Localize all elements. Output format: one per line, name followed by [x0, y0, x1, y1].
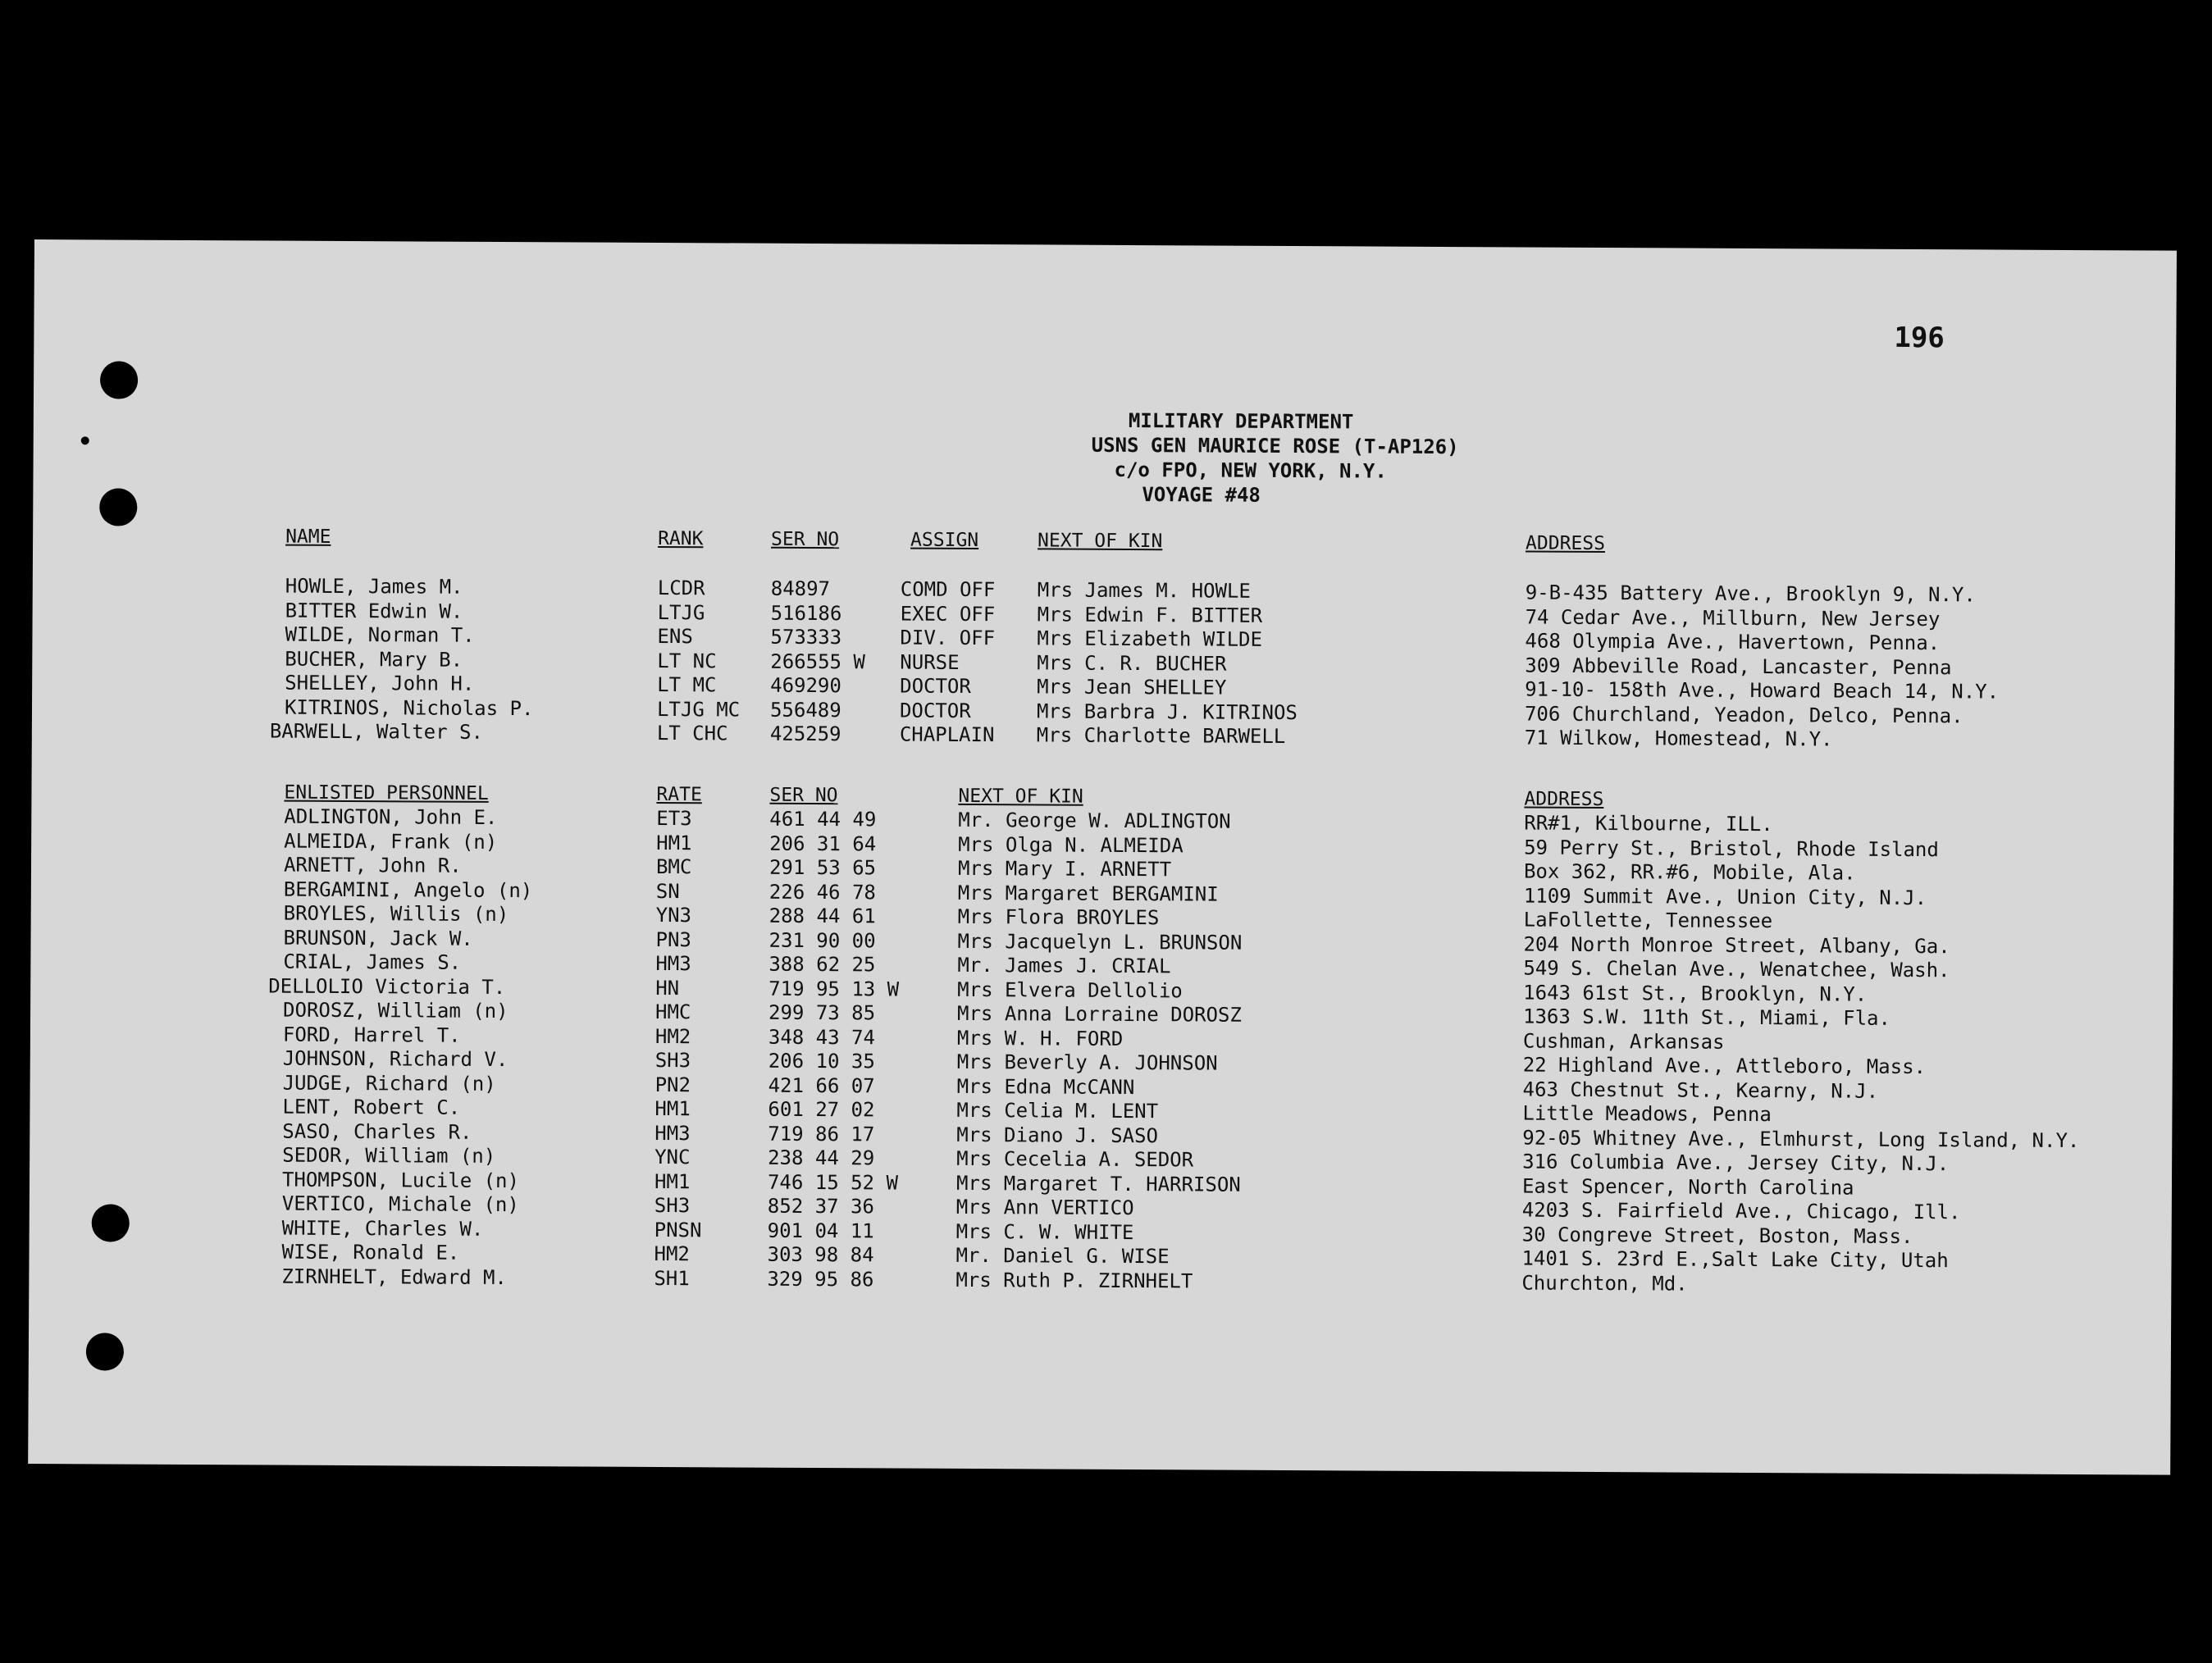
enlisted-ser-no: 746 15 52 W — [767, 1170, 899, 1195]
enlisted-name: BROYLES, Willis (n) — [283, 901, 509, 927]
officer-address: 468 Olympia Ave., Havertown, Penna. — [1525, 629, 1941, 655]
enlisted-address: 4203 S. Fairfield Ave., Chicago, Ill. — [1521, 1198, 1961, 1224]
enlisted-rate: SH1 — [654, 1266, 690, 1290]
officer-rank: LT MC — [657, 672, 717, 697]
enlisted-rate: HMC — [655, 1000, 691, 1024]
enlisted-kin: Mr. Daniel G. WISE — [955, 1243, 1170, 1269]
officer-rank: LTJG MC — [656, 697, 741, 722]
enlisted-kin: Mrs Ruth P. ZIRNHELT — [955, 1268, 1193, 1292]
officer-kin: Mrs Edwin F. BITTER — [1037, 602, 1263, 627]
enlisted-ser-no: 291 53 65 — [768, 855, 877, 880]
enlisted-address: East Spencer, North Carolina — [1521, 1174, 1854, 1200]
officer-assign: DIV. OFF — [900, 626, 996, 650]
column-header-next-of-kin: NEXT OF KIN — [1038, 530, 1163, 553]
enlisted-address: 59 Perry St., Bristol, Rhode Island — [1524, 836, 1939, 861]
enlisted-address: 92-05 Whitney Ave., Elmhurst, Long Island, N.Y. — [1522, 1126, 2080, 1152]
officer-kin: Mrs Jean SHELLEY — [1037, 675, 1227, 699]
enlisted-rate: HN — [655, 976, 680, 1000]
enlisted-ser-no: 206 31 64 — [769, 832, 877, 855]
enlisted-address: 1109 Summit Ave., Union City, N.J. — [1523, 884, 1927, 909]
punch-hole — [86, 1333, 124, 1370]
punch-hole-mark — [81, 436, 89, 444]
officer-assign: NURSE — [900, 650, 960, 674]
officer-kin: Mrs C. R. BUCHER — [1037, 650, 1227, 676]
enlisted-ser-no: 206 10 35 — [768, 1049, 875, 1073]
header-voyage: VOYAGE #48 — [1142, 483, 1261, 507]
officer-kin: Mrs Charlotte BARWELL — [1036, 723, 1286, 748]
enlisted-address: 463 Chestnut St., Kearny, N.J. — [1522, 1078, 1879, 1103]
enlisted-address: RR#1, Kilbourne, ILL. — [1524, 811, 1773, 836]
enlisted-kin: Mr. George W. ADLINGTON — [958, 808, 1231, 833]
officer-ser-no: 469290 — [770, 673, 841, 698]
officer-ser-no: 516186 — [770, 601, 842, 625]
officer-address: 91-10- 158th Ave., Howard Beach 14, N.Y. — [1525, 677, 2000, 704]
officer-name: WILDE, Norman T. — [285, 622, 475, 647]
enlisted-name: JOHNSON, Richard V. — [282, 1046, 509, 1072]
enlisted-ser-no: 231 90 00 — [768, 928, 876, 952]
enlisted-rate: ET3 — [656, 806, 692, 831]
header-department: MILITARY DEPARTMENT — [1128, 408, 1354, 434]
enlisted-address: 1643 61st St., Brooklyn, N.Y. — [1523, 981, 1868, 1006]
enlisted-ser-no: 329 95 86 — [767, 1267, 874, 1291]
enlisted-address: 1363 S.W. 11th St., Miami, Fla. — [1522, 1005, 1891, 1030]
enlisted-kin: Mrs Edna McCANN — [956, 1074, 1135, 1099]
enlisted-kin: Mrs Margaret T. HARRISON — [955, 1171, 1241, 1196]
enlisted-rate: YN3 — [655, 903, 692, 927]
officer-address: 309 Abbeville Road, Lancaster, Penna — [1525, 654, 1952, 679]
enlisted-ser-no: 461 44 49 — [769, 807, 877, 832]
officer-kin: Mrs Barbra J. KITRINOS — [1036, 699, 1298, 724]
officer-name: BARWELL, Walter S. — [269, 719, 484, 744]
enlisted-name: ADLINGTON, John E. — [284, 804, 498, 829]
enlisted-kin: Mrs Elvera Dellolio — [957, 977, 1183, 1002]
officer-kin: Mrs James M. HOWLE — [1037, 578, 1251, 603]
enlisted-ser-no: 719 86 17 — [768, 1122, 875, 1146]
enlisted-name: LENT, Robert C. — [282, 1095, 461, 1119]
enlisted-kin: Mrs Olga N. ALMEIDA — [958, 832, 1184, 857]
enlisted-rate: HM3 — [654, 1121, 691, 1145]
officer-assign: EXEC OFF — [900, 602, 996, 626]
punch-hole — [99, 488, 137, 526]
column-header-next-of-kin: NEXT OF KIN — [958, 785, 1083, 808]
enlisted-name: DELLOLIO Victoria T. — [268, 974, 506, 999]
enlisted-kin: Mrs Ann VERTICO — [955, 1195, 1134, 1220]
column-header-ser-no: SER NO — [771, 528, 840, 551]
enlisted-name: ZIRNHELT, Edward M. — [281, 1264, 508, 1289]
enlisted-name: VERTICO, Michale (n) — [281, 1191, 519, 1217]
enlisted-name: WISE, Ronald E. — [281, 1240, 460, 1264]
officer-ser-no: 425259 — [769, 722, 841, 746]
enlisted-rate: YNC — [654, 1145, 691, 1169]
enlisted-ser-no: 719 95 13 W — [768, 977, 900, 1001]
punch-hole — [100, 361, 138, 399]
column-header-address: ADDRESS — [1526, 532, 1606, 555]
officer-rank: LCDR — [657, 576, 705, 600]
enlisted-ser-no: 421 66 07 — [768, 1073, 875, 1097]
enlisted-address: Box 362, RR.#6, Mobile, Ala. — [1523, 859, 1856, 885]
enlisted-ser-no: 299 73 85 — [768, 1000, 876, 1025]
enlisted-name: BERGAMINI, Angelo (n) — [283, 877, 533, 902]
enlisted-kin: Mrs Anna Lorraine DOROSZ — [956, 1001, 1242, 1027]
column-header-ser-no: SER NO — [769, 784, 838, 807]
enlisted-name: WHITE, Charles W. — [281, 1216, 484, 1241]
enlisted-ser-no: 388 62 25 — [768, 952, 876, 977]
officer-address: 74 Cedar Ave., Millburn, New Jersey — [1525, 605, 1941, 631]
enlisted-kin: Mrs Margaret BERGAMINI — [957, 881, 1219, 906]
officer-ser-no: 556489 — [769, 698, 841, 722]
column-header-address: ADDRESS — [1524, 788, 1604, 811]
enlisted-name: SASO, Charles R. — [282, 1119, 472, 1144]
enlisted-address: Churchton, Md. — [1521, 1271, 1688, 1296]
officer-rank: ENS — [657, 624, 693, 649]
officer-rank: LT NC — [657, 649, 717, 672]
enlisted-kin: Mrs Mary I. ARNETT — [957, 856, 1172, 882]
enlisted-address: 549 S. Chelan Ave., Wenatchee, Wash. — [1523, 956, 1950, 982]
enlisted-address: Little Meadows, Penna — [1522, 1101, 1772, 1127]
officer-address: 706 Churchland, Yeadon, Delco, Penna. — [1524, 702, 1963, 727]
officer-address: 71 Wilkow, Homestead, N.Y. — [1524, 726, 1833, 751]
officer-ser-no: 266555 W — [770, 649, 865, 673]
enlisted-ser-no: 303 98 84 — [767, 1242, 874, 1267]
enlisted-kin: Mrs Beverly A. JOHNSON — [956, 1050, 1218, 1075]
officer-ser-no: 573333 — [770, 625, 842, 649]
officer-assign: DOCTOR — [899, 699, 971, 722]
officer-ser-no: 84897 — [770, 576, 831, 601]
enlisted-list — [29, 804, 2173, 1299]
enlisted-name: FORD, Harrel T. — [282, 1023, 461, 1047]
enlisted-address: 316 Columbia Ave., Jersey City, N.J. — [1522, 1150, 1950, 1176]
officer-rank: LT CHC — [656, 721, 728, 745]
enlisted-name: BRUNSON, Jack W. — [283, 926, 473, 950]
enlisted-address: LaFollette, Tennessee — [1523, 908, 1773, 933]
enlisted-name: CRIAL, James S. — [283, 950, 462, 974]
officer-name: KITRINOS, Nicholas P. — [284, 695, 534, 720]
officers-list — [32, 573, 2175, 754]
officer-name: BUCHER, Mary B. — [285, 647, 463, 672]
header-ship: USNS GEN MAURICE ROSE (T-AP126) — [1091, 433, 1459, 459]
enlisted-ser-no: 238 44 29 — [768, 1146, 875, 1170]
enlisted-rate: PNSN — [654, 1218, 702, 1242]
enlisted-rate: BMC — [655, 854, 692, 879]
enlisted-ser-no: 288 44 61 — [768, 904, 876, 928]
officer-rank: LTJG — [657, 600, 705, 624]
column-header-rank: RANK — [658, 527, 704, 550]
enlisted-ser-no: 852 37 36 — [767, 1194, 874, 1219]
enlisted-rate: HM1 — [656, 831, 692, 854]
enlisted-address: 30 Congreve Street, Boston, Mass. — [1521, 1223, 1913, 1248]
page-number: 196 — [1894, 321, 1945, 355]
enlisted-kin: Mrs Cecelia A. SEDOR — [956, 1146, 1194, 1172]
column-header-rate: RATE — [656, 783, 702, 806]
enlisted-name: ALMEIDA, Frank (n) — [284, 829, 498, 854]
document-page — [28, 239, 2177, 1475]
enlisted-kin: Mrs W. H. FORD — [956, 1026, 1124, 1050]
enlisted-ser-no: 601 27 02 — [768, 1097, 875, 1122]
enlisted-address: 22 Highland Ave., Attleboro, Mass. — [1522, 1053, 1927, 1079]
enlisted-rate: HM1 — [654, 1096, 691, 1121]
column-header-assign: ASSIGN — [910, 529, 979, 552]
column-header-name: NAME — [285, 526, 331, 548]
enlisted-rate: PN2 — [654, 1073, 691, 1096]
enlisted-name: SEDOR, William (n) — [282, 1143, 496, 1168]
enlisted-kin: Mrs C. W. WHITE — [955, 1219, 1134, 1244]
officer-assign: COMD OFF — [900, 577, 996, 602]
enlisted-kin: Mrs Flora BROYLES — [957, 904, 1160, 930]
enlisted-rate: SH3 — [654, 1193, 691, 1218]
enlisted-address: 204 North Monroe Street, Albany, Ga. — [1523, 932, 1950, 958]
officer-name: HOWLE, James M. — [285, 574, 463, 599]
enlisted-name: THOMPSON, Lucile (n) — [281, 1168, 520, 1192]
enlisted-rate: SH3 — [654, 1048, 691, 1073]
enlisted-rate: HM2 — [654, 1242, 690, 1266]
header-address: c/o FPO, NEW YORK, N.Y. — [1114, 458, 1387, 483]
enlisted-kin: Mrs Diano J. SASO — [956, 1123, 1159, 1147]
enlisted-rate: HM3 — [655, 951, 691, 976]
enlisted-name: ARNETT, John R. — [283, 853, 462, 877]
enlisted-rate: PN3 — [655, 927, 691, 951]
officer-assign: CHAPLAIN — [899, 722, 995, 747]
enlisted-kin: Mr. James J. CRIAL — [957, 953, 1171, 978]
enlisted-address: 1401 S. 23rd E.,Salt Lake City, Utah — [1521, 1246, 1949, 1273]
officer-kin: Mrs Elizabeth WILDE — [1037, 626, 1263, 651]
enlisted-name: DOROSZ, William (n) — [283, 998, 509, 1023]
enlisted-name: JUDGE, Richard (n) — [282, 1071, 496, 1096]
enlisted-kin: Mrs Jacquelyn L. BRUNSON — [957, 929, 1243, 955]
enlisted-kin: Mrs Celia M. LENT — [956, 1098, 1159, 1123]
enlisted-ser-no: 901 04 11 — [767, 1219, 874, 1242]
officer-name: BITTER Edwin W. — [285, 599, 463, 623]
enlisted-rate: SN — [655, 879, 680, 903]
enlisted-ser-no: 348 43 74 — [768, 1025, 876, 1049]
column-header-enlisted-personnel: ENLISTED PERSONNEL — [284, 781, 489, 804]
enlisted-address: Cushman, Arkansas — [1522, 1029, 1725, 1054]
officer-address: 9-B-435 Battery Ave., Brooklyn 9, N.Y. — [1525, 581, 1976, 607]
officer-assign: DOCTOR — [900, 674, 971, 698]
enlisted-ser-no: 226 46 78 — [768, 880, 876, 904]
enlisted-rate: HM2 — [654, 1024, 691, 1048]
officer-name: SHELLEY, John H. — [285, 671, 475, 695]
enlisted-rate: HM1 — [654, 1169, 691, 1193]
